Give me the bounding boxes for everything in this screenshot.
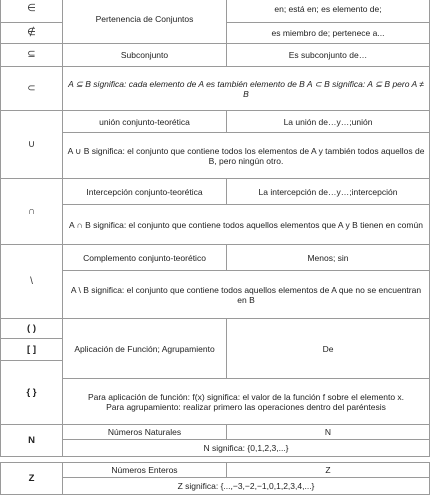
union-name: unión conjunto-teorética	[63, 111, 227, 133]
complement-meaning: A \ B significa: el conjunto que contiene todos aquellos elementos de A que no se encuentran en B	[63, 271, 430, 319]
table-row	[1, 319, 430, 339]
table-row	[1, 478, 430, 495]
complement-reading: Menos; sin	[227, 245, 430, 271]
table-row	[1, 271, 430, 319]
subset-reading: Es subconjunto de…	[227, 44, 430, 67]
naturals-reading: N	[227, 425, 430, 440]
integers-symbol: Z	[1, 463, 63, 495]
intersection-reading: La intercepción de…y…;intercepción	[227, 179, 430, 205]
not-element-of-symbol: ∉	[1, 23, 63, 44]
table-row	[1, 0, 430, 23]
integers-meaning: Z significa: {...,−3,−2,−1,0,1,2,3,4,...}	[63, 478, 430, 495]
brackets-symbol: [ ]	[1, 339, 63, 361]
function-reading: De	[227, 319, 430, 379]
function-name: Aplicación de Función; Agrupamiento	[63, 319, 227, 379]
integers-reading: Z	[227, 463, 430, 478]
naturals-symbol: N	[1, 425, 63, 457]
braces-symbol: { }	[1, 361, 63, 425]
naturals-name: Números Naturales	[63, 425, 227, 440]
set-minus-symbol: \	[1, 245, 63, 319]
table-row	[1, 179, 430, 205]
element-of-symbol: ∈	[1, 0, 63, 23]
intersection-meaning: A ∩ B significa: el conjunto que contiene todos aquellos elementos que A y B tienen en común	[63, 205, 430, 245]
proper-subset-symbol: ⊂	[1, 67, 63, 111]
function-meaning-line-1: Para aplicación de función: f(x) significa: el valor de la función f sobre el elemento x.	[87, 391, 405, 402]
naturals-meaning: N significa: {0,1,2,3,...}	[63, 440, 430, 457]
function-meaning	[63, 379, 430, 425]
membership-name: Pertenencia de Conjuntos	[63, 0, 227, 44]
integers-name: Números Enteros	[63, 463, 227, 478]
intersection-symbol: ∩	[1, 179, 63, 245]
table-row	[1, 133, 430, 179]
table-row	[1, 245, 430, 271]
table-row	[1, 379, 430, 425]
table-row	[1, 111, 430, 133]
table-row	[1, 67, 430, 111]
subset-symbol: ⊆	[1, 44, 63, 67]
membership-reading-2: es miembro de; pertenece a...	[227, 23, 430, 44]
table-row	[1, 425, 430, 440]
union-reading: La unión de…y…;unión	[227, 111, 430, 133]
table-row	[1, 440, 430, 457]
proper-subset-meaning: A ⊆ B significa: cada elemento de A es también elemento de B A ⊂ B significa: A ⊆ B pero A ≠ B	[63, 67, 430, 111]
complement-name: Complemento conjunto-teorético	[63, 245, 227, 271]
union-meaning: A ∪ B significa: el conjunto que contiene todos los elementos de A y también todos aquellos de B, pero ningún otro.	[63, 133, 430, 179]
function-meaning-line-2: Para agrupamiento: realizar primero las operaciones dentro del paréntesis	[106, 401, 386, 412]
table-row	[1, 463, 430, 478]
membership-reading-1: en; está en; es elemento de;	[227, 0, 430, 23]
union-symbol: ∪	[1, 111, 63, 179]
parentheses-symbol: ( )	[1, 319, 63, 339]
table-row	[1, 44, 430, 67]
subset-name: Subconjunto	[63, 44, 227, 67]
table-row	[1, 205, 430, 245]
intersection-name: Intercepción conjunto-teorética	[63, 179, 227, 205]
